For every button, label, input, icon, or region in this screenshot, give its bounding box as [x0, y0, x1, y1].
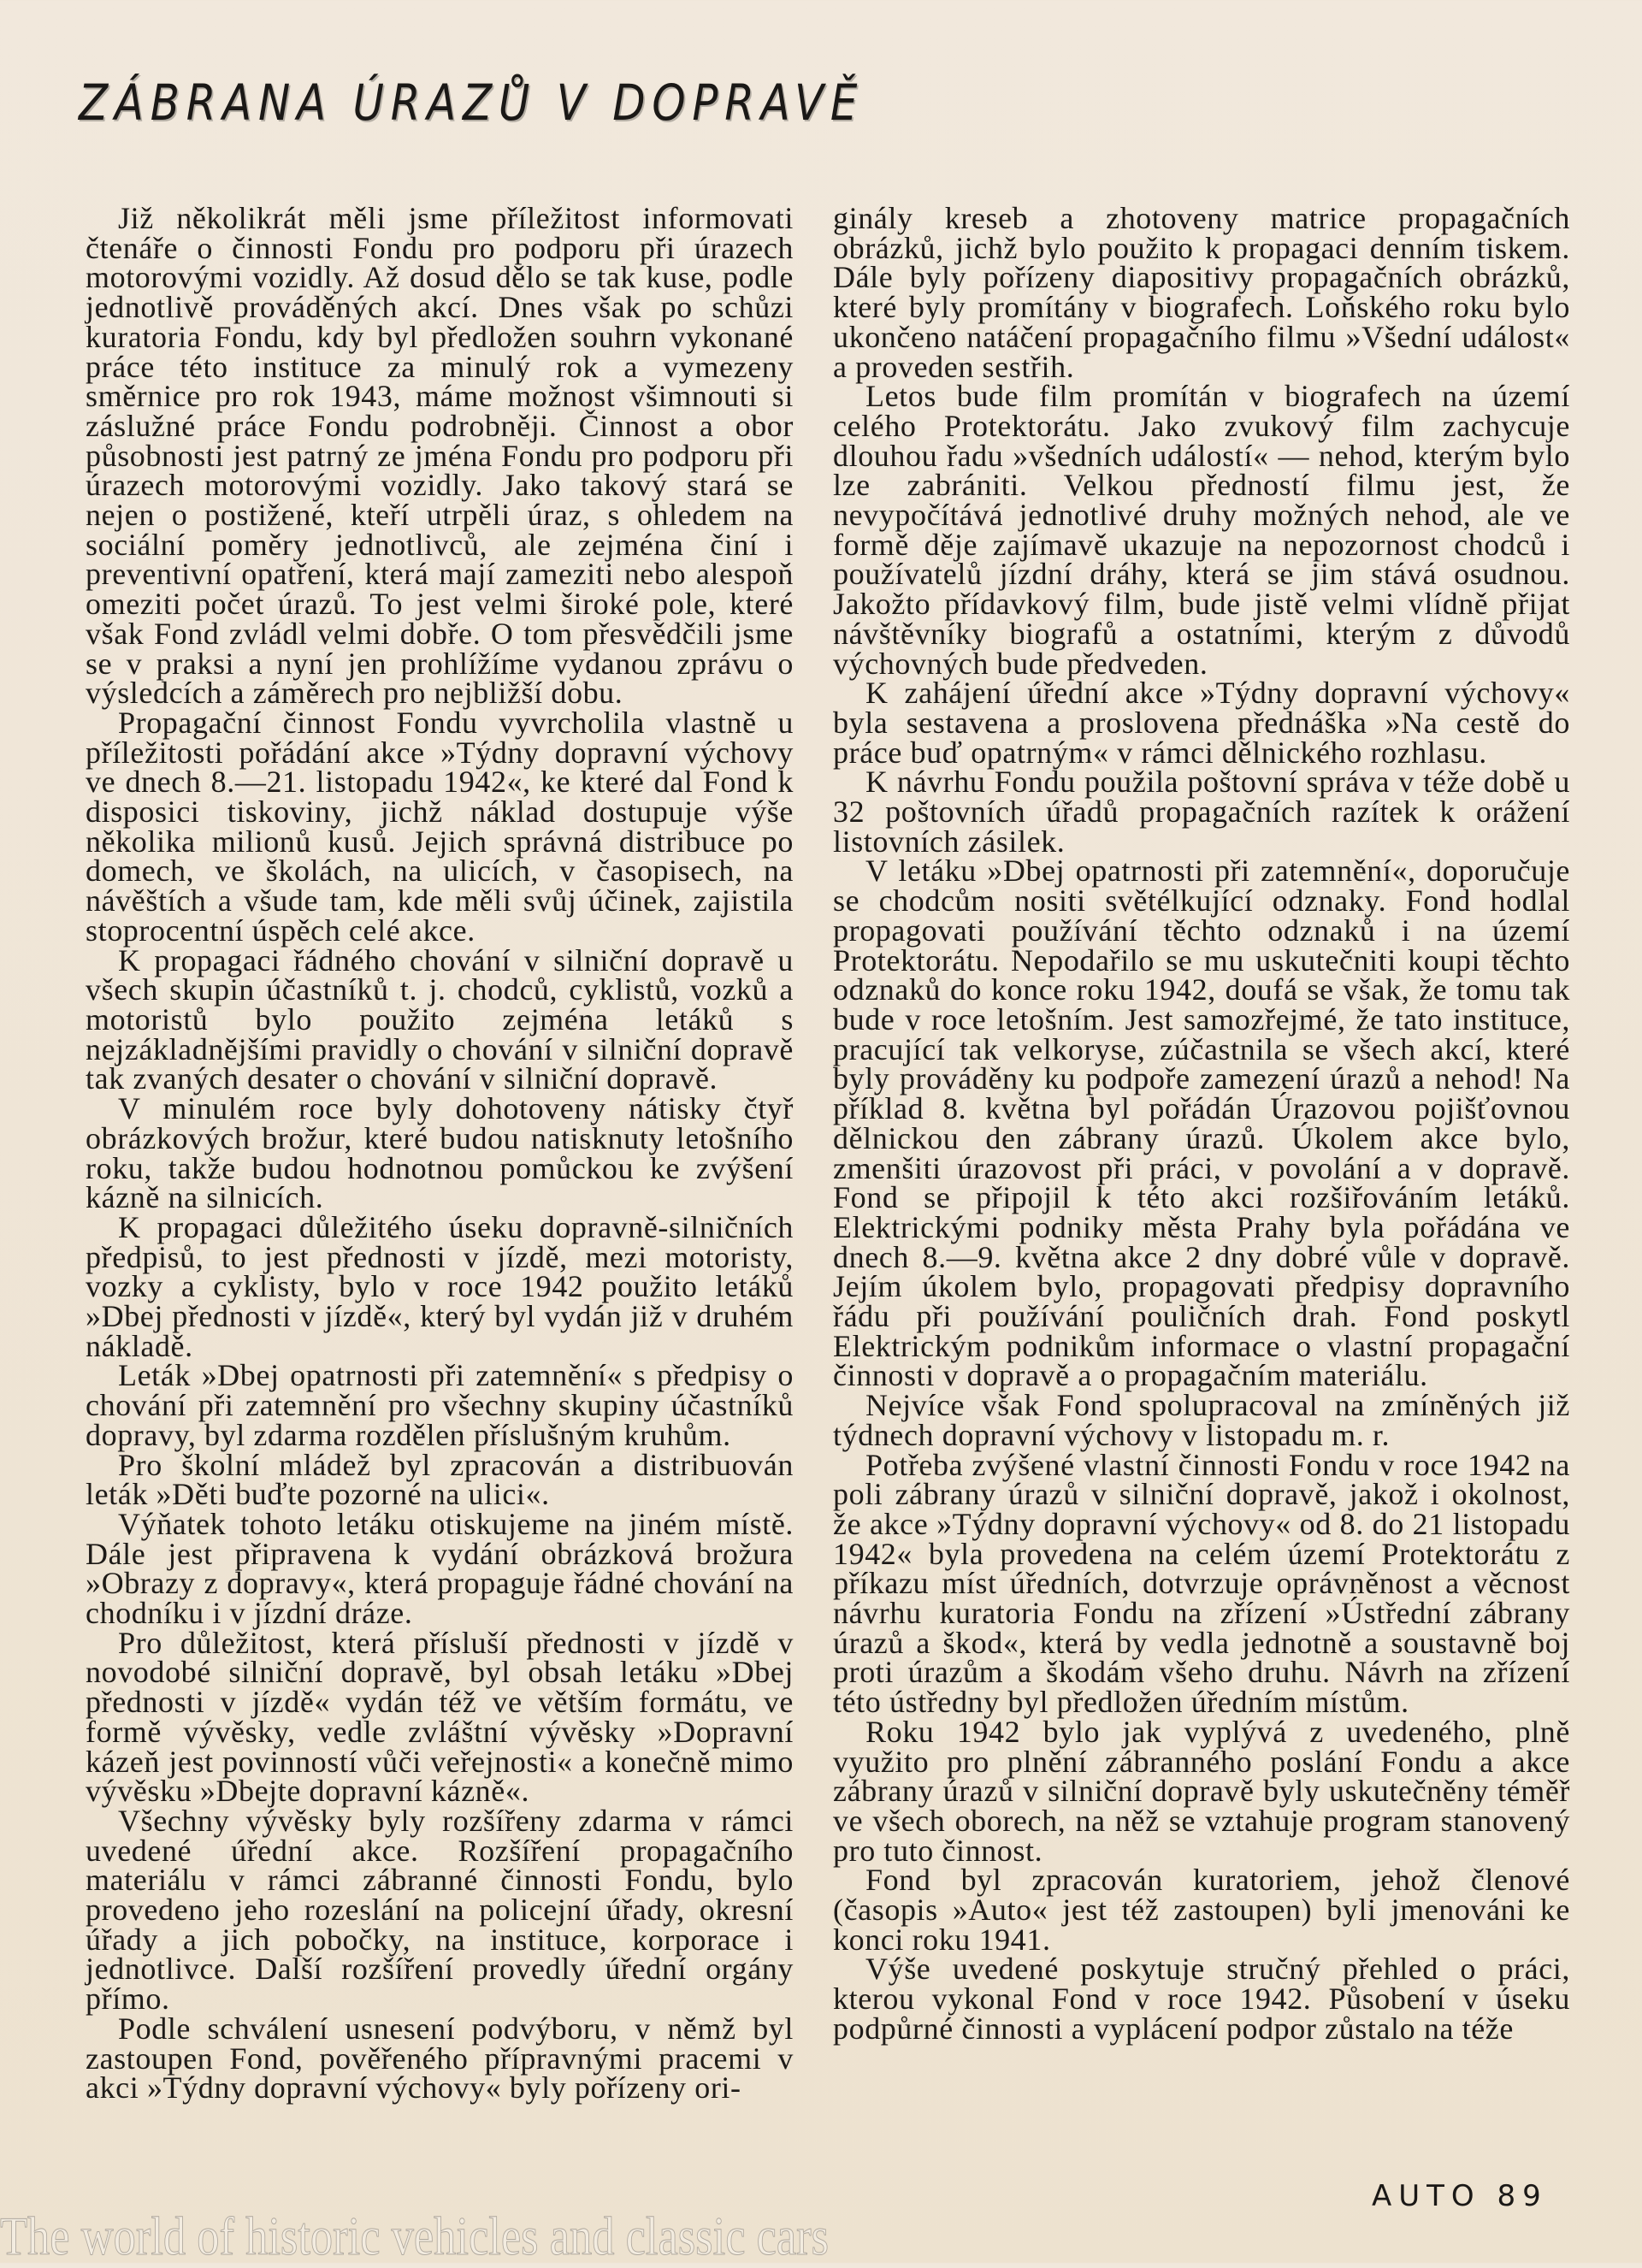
magazine-name: AUTO: [1372, 2179, 1481, 2213]
paragraph: V minulém roce byly dohotoveny nátisky čtyř obrázkových brožur, které budou natisknuty letošního roku, takže budou hodnotnou pomůckou ke zvýšení kázně na silnicích.: [86, 1091, 794, 1215]
paragraph: K propagaci řádného chování v silniční dopravě u všech skupin účastníků t. j. chodců, cyklistů, vozků a motoristů bylo použito zejména letáků s nejzákladnějšími pravidly o chování v silniční dopravě tak zvaných desater o chování v silniční dopravě.: [86, 942, 794, 1096]
paragraph: Pro školní mládež byl zpracován a distribuován leták »Děti buďte pozorné na ulici«.: [86, 1447, 794, 1512]
paragraph: Letos bude film promítán v biografech na území celého Protektorátu. Jako zvukový film zachycuje dlouhou řadu »všedních událostí« — nehod, kterým bylo lze zabrániti. Velkou předností filmu jest, že nevypočítává jednotlivé druhy možných nehod, ale ve formě děje zajímavě ukazuje na nepozornost chodců i používatelů jízdní dráhy, která se jim stává osudnou. Jakožto přídavkový film, bude jistě velmi vlídně přijat návštěvníky biografů a ostatními, kterým z důvodů výchovných bude předveden.: [833, 379, 1570, 681]
paragraph: Všechny vývěsky byly rozšířeny zdarma v rámci uvedené úřední akce. Rozšíření propagačního materiálu v rámci zábranné činnosti Fondu, bylo provedeno jeho rozeslání na policejní úřady, okresní úřady a jich pobočky, na instituce, korporace i jednotlivce. Další rozšíření provedly úřední orgány přímo.: [86, 1803, 794, 2017]
article-title: ZÁBRANA ÚRAZŮ V DOPRAVĚ: [79, 74, 865, 132]
paragraph-continued: ginály kreseb a zhotoveny matrice propagačních obrázků, jichž bylo použito k propagaci denním tiskem. Dále byly pořízeny diapositivy propagačních obrázků, které byly promítány v biografech. Loňského roku bylo ukončeno natáčení propagačního filmu »Všední událost« a proveden sestřih.: [833, 201, 1570, 384]
paragraph: Fond byl zpracován kuratoriem, jehož členové (časopis »Auto« jest též zastoupen) byli jmenováni ke konci roku 1941.: [833, 1863, 1570, 1957]
paragraph: K zahájení úřední akce »Týdny dopravní výchovy« byla sestavena a proslovena přednáška »Na cestě do práce buď opatrným« v rámci dělnického rozhlasu.: [833, 676, 1570, 770]
paragraph: Výše uvedené poskytuje stručný přehled o práci, kterou vykonal Fond v roce 1942. Působení v úseku podpůrné činnosti a vyplácení podpor zůstalo na téže: [833, 1952, 1570, 2046]
left-column: [86, 201, 794, 2106]
page-number: 89: [1497, 2179, 1548, 2213]
paragraph: Již několikrát měli jsme příležitost informovati čtenáře o činnosti Fondu pro podporu při úrazech motorovými vozidly. Až dosud dělo se tak kuse, podle jednotlivě prováděných akcí. Dnes však po schůzi kuratoria Fondu, kdy byl předložen souhrn vykonané práce této instituce za minulý rok a vymezeny směrnice pro rok 1943, máme možnost všimnouti si záslužné práce Fondu podrobněji. Činnost a obor působnosti jest patrný ze jména Fondu pro podporu při úrazech motorovými vozidly. Jako takový stará se nejen o postižené, kteří utrpěli úraz, s ohledem na sociální poměry jednotlivců, ale zejména činí i preventivní opatření, která mají zameziti nebo alespoň omeziti počet úrazů. To jest velmi široké pole, které však Fond zvládl velmi dobře. O tom přesvědčili jsme se v praksi a nyní jen prohlížíme vydanou zprávu o výsledcích a záměrech pro nejbližší dobu.: [86, 201, 794, 711]
paragraph: Propagační činnost Fondu vyvrcholila vlastně u příležitosti pořádání akce »Týdny dopravní výchovy ve dnech 8.—21. listopadu 1942«, ke které dal Fond k disposici tiskoviny, jichž náklad dostupuje výše několika milionů kusů. Jejich správná distribuce po domech, ve školách, na ulicích, v časopisech, na návěštích a všude tam, kde měli svůj účinek, zajistila stoprocentní úspěch celé akce.: [86, 705, 794, 948]
paragraph: Potřeba zvýšené vlastní činnosti Fondu v roce 1942 na poli zábrany úrazů v silniční dopravě, jakož i okolnost, že akce »Týdny dopravní výchovy« od 8. do 21 listopadu 1942« byla provedena na celém území Protektorátu z příkazu míst úředních, dotvrzuje oprávněnost a věcnost návrhu kuratoria Fondu na zřízení »Ústřední zábrany úrazů a škod«, která by vedla jednotně a soustavně boj proti úrazům a škodám všeho druhu. Návrh na zřízení této ústředny byl předložen úředním místům.: [833, 1447, 1570, 1720]
watermark: The world of historic vehicles and classic cars: [0, 2206, 830, 2266]
paragraph: Nejvíce však Fond spolupracoval na zmíněných již týdnech dopravní výchovy v listopadu m. r.: [833, 1388, 1570, 1452]
paragraph: Výňatek tohoto letáku otiskujeme na jiném místě. Dále jest připravena k vydání obrázková brožura »Obrazy z dopravy«, která propaguje řádné chování na chodníku i v jízdní dráze.: [86, 1506, 794, 1631]
paragraph: K návrhu Fondu použila poštovní správa v téže době u 32 poštovních úřadů propagačních razítek k orážení listovních zásilek.: [833, 765, 1570, 859]
right-column: [833, 201, 1570, 2046]
paragraph: K propagaci důležitého úseku dopravně-silničních předpisů, to jest přednosti v jízdě, mezi motoristy, vozky a cyklisty, bylo v roce 1942 použito letáků »Dbej přednosti v jízdě«, který byl vydán již v druhém nákladě.: [86, 1209, 794, 1363]
paragraph: Podle schválení usnesení podvýboru, v němž byl zastoupen Fond, pověřeného přípravnými pracemi v akci »Týdny dopravní výchovy« byly pořízeny ori-: [86, 2011, 794, 2106]
paragraph: V letáku »Dbej opatrnosti při zatemnění«, doporučuje se chodcům nositi světélkující odznaky. Fond hodlal propagovati používání těchto odznaků i na území Protektorátu. Nepodařilo se mu uskutečniti koupi těchto odznaků do konce roku 1942, doufá se však, že tomu tak bude v roce letošním. Jest samozřejmé, že tato instituce, pracující tak velkoryse, zúčastnila se všech akcí, které byly prováděny ku podpoře zamezení úrazů a nehod! Na příklad 8. května byl pořádán Úrazovou pojišťovnou dělnickou den zábrany úrazů. Úkolem akce bylo, zmenšiti úrazovost při práci, v povolání a v dopravě. Fond se připojil k této akci rozšiřováním letáků. Elektrickými podniky města Prahy byla pořádána ve dnech 8.—9. května akce 2 dny dobré vůle v dopravě. Jejím úkolem bylo, propagovati předpisy dopravního řádu při používání pouličních drah. Fond poskytl Elektrickým podnikům informace o vlastní propagační činnosti v dopravě a o propagačním materiálu.: [833, 853, 1570, 1393]
page-footer: [1372, 2179, 1548, 2213]
paragraph: Roku 1942 bylo jak vyplývá z uvedeného, plně využito pro plnění zábranného poslání Fondu a akce zábrany úrazů v silniční dopravě byly uskutečněny téměř ve všech oborech, na něž se vztahuje program stanovený pro tuto činnost.: [833, 1714, 1570, 1868]
paragraph: Pro důležitost, která přísluší přednosti v jízdě v novodobé silniční dopravě, byl obsah letáku »Dbej přednosti v jízdě« vydán též ve větším formátu, ve formě vývěsky, vedle zvláštní vývěsky »Dopravní kázeň jest povinností vůči veřejnosti« a konečně mimo vývěsku »Dbejte dopravní kázně«.: [86, 1625, 794, 1809]
paragraph: Leták »Dbej opatrnosti při zatemnění« s předpisy o chování při zatemnění pro všechny skupiny účastníků dopravy, byl zdarma rozdělen příslušným kruhům.: [86, 1358, 794, 1452]
